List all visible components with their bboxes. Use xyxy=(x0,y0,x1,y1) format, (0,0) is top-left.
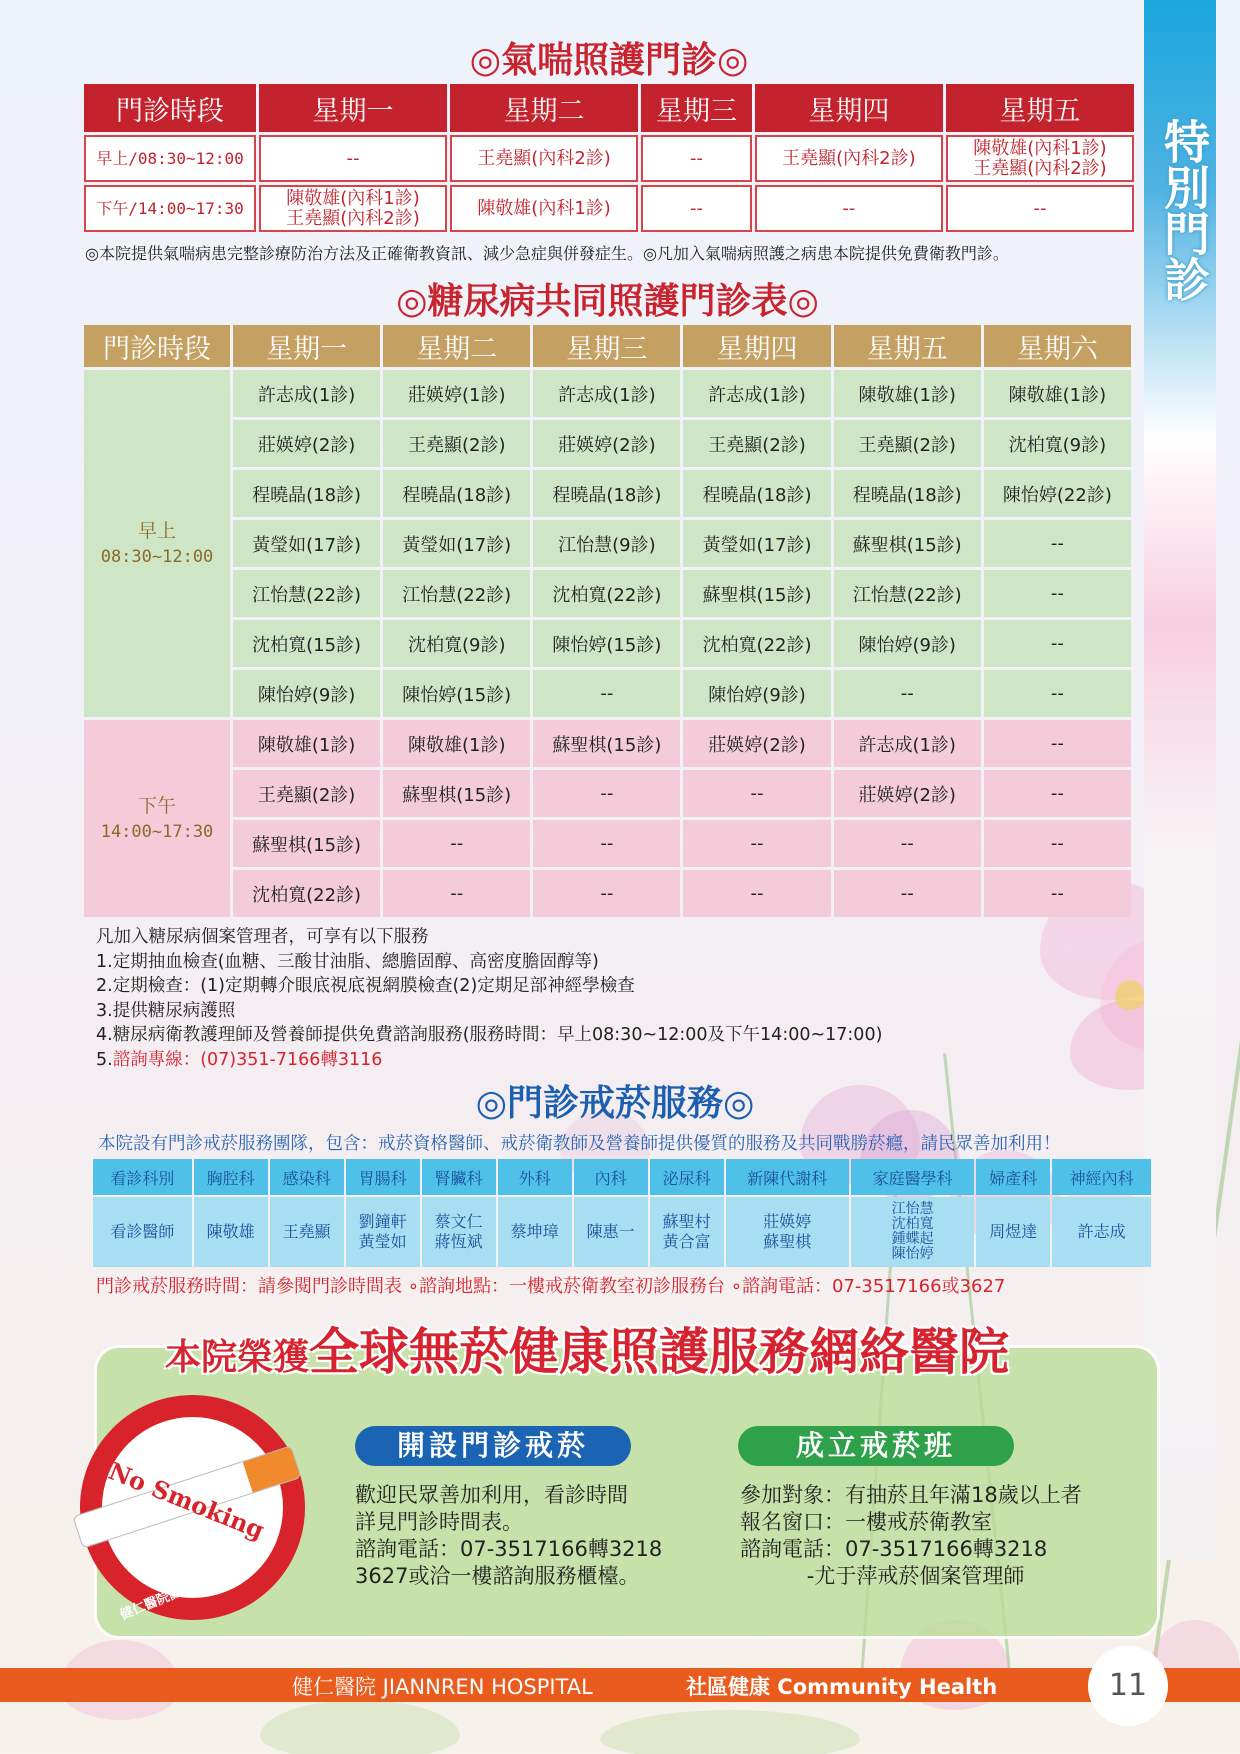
class-line: 報名窗口：一樓戒菸衛教室 xyxy=(740,1510,992,1534)
diabetes-cell: 莊媖婷(2診) xyxy=(233,420,380,467)
diabetes-cell: 黃瑩如(17診) xyxy=(233,520,380,567)
page-number: 11 xyxy=(1088,1646,1168,1726)
asthma-header-cell: 星期一 xyxy=(259,84,447,132)
asthma-note: ◎本院提供氣喘病患完整診療防治方法及正確衛教資訊、減少急症與併發症生。◎凡加入氣喘病照護之病患本院提供免費衛教門診。 xyxy=(85,244,1009,263)
diabetes-cell: 莊媖婷(2診) xyxy=(533,420,680,467)
quit-doctor-cell: 劉鐘軒 黃瑩如 xyxy=(346,1197,420,1267)
diabetes-hotline-prefix: 5. xyxy=(96,1049,113,1070)
diabetes-cell: 程曉晶(18診) xyxy=(233,470,380,517)
diabetes-cell: 程曉晶(18診) xyxy=(533,470,680,517)
diabetes-cell: -- xyxy=(683,870,830,917)
diabetes-cell: 王堯顯(2診) xyxy=(683,420,830,467)
quit-doctor-cell: 蔡文仁 蔣恆斌 xyxy=(422,1197,496,1267)
quit-header-cell: 婦產科 xyxy=(976,1159,1050,1195)
diabetes-cell: 程曉晶(18診) xyxy=(683,470,830,517)
diabetes-header-cell: 星期四 xyxy=(683,325,830,367)
am-session-time: 08:30~12:00 xyxy=(100,546,214,567)
diabetes-cell: 許志成(1診) xyxy=(683,370,830,417)
diabetes-cell: 江怡慧(22診) xyxy=(383,570,530,617)
quit-doctor-cell: 看診醫師 xyxy=(93,1197,192,1267)
diabetes-cell: 蘇聖棋(15診) xyxy=(683,570,830,617)
quit-doctor-cell: 莊媖婷 蘇聖棋 xyxy=(726,1197,849,1267)
asthma-cell: 王堯顯(內科2診) xyxy=(450,135,638,182)
diabetes-title: ◎糖尿病共同照護門診表◎ xyxy=(396,281,819,322)
quit-doctor-cell: 周煜達 xyxy=(976,1197,1050,1267)
diabetes-cell: 陳怡婷(9診) xyxy=(233,670,380,717)
quit-header-cell: 新陳代謝科 xyxy=(726,1159,849,1195)
diabetes-cell: -- xyxy=(984,520,1131,567)
diabetes-header-cell: 星期五 xyxy=(834,325,981,367)
diabetes-cell: -- xyxy=(984,720,1131,767)
diabetes-cell: -- xyxy=(984,570,1131,617)
asthma-header-cell: 星期四 xyxy=(755,84,943,132)
diabetes-row xyxy=(84,820,1131,867)
quit-header-cell: 胃腸科 xyxy=(346,1159,420,1195)
diabetes-cell: 許志成(1診) xyxy=(533,370,680,417)
diabetes-cell: -- xyxy=(984,870,1131,917)
diabetes-cell: 蘇聖棋(15診) xyxy=(383,770,530,817)
asthma-header-cell: 門診時段 xyxy=(84,84,256,132)
clinic-line: 諮詢電話：07-3517166轉3218 xyxy=(355,1537,663,1561)
pm-session-cell xyxy=(84,720,230,917)
diabetes-row xyxy=(84,370,1131,417)
diabetes-cell: -- xyxy=(834,820,981,867)
award-title-large: 全球無菸健康照護服務網絡醫院 xyxy=(309,1322,1010,1381)
diabetes-note-line: 凡加入糖尿病個案管理者，可享有以下服務 xyxy=(96,927,429,947)
diabetes-cell: -- xyxy=(683,770,830,817)
quit-header-cell: 腎臟科 xyxy=(422,1159,496,1195)
footer-community: 社區健康 Community Health xyxy=(686,1675,998,1699)
diabetes-cell: -- xyxy=(533,770,680,817)
diabetes-note-line: 2.定期檢查：(1)定期轉介眼底視底視網膜檢查(2)定期足部神經學檢查 xyxy=(96,976,635,996)
diabetes-cell: 許志成(1診) xyxy=(233,370,380,417)
diabetes-cell: 陳怡婷(15診) xyxy=(383,670,530,717)
diabetes-cell: -- xyxy=(533,820,680,867)
asthma-cell: -- xyxy=(755,185,943,232)
side-tab-label: 特別門診 xyxy=(1157,118,1211,302)
diabetes-row xyxy=(84,570,1131,617)
diabetes-row xyxy=(84,520,1131,567)
diabetes-hotline-line xyxy=(96,1048,882,1073)
diabetes-cell: 蘇聖棋(15診) xyxy=(233,820,380,867)
diabetes-row xyxy=(84,620,1131,667)
diabetes-cell: -- xyxy=(533,870,680,917)
quit-info: 門診戒菸服務時間：請參閱門診時間表 ∘諮詢地點：一樓戒菸衛教室初診服務台 ∘諮詢電話：07-3517166或3627 xyxy=(96,1276,1006,1297)
diabetes-cell: 沈柏寬(22診) xyxy=(683,620,830,667)
diabetes-cell: 陳怡婷(15診) xyxy=(533,620,680,667)
diabetes-cell: 沈柏寬(22診) xyxy=(533,570,680,617)
class-description xyxy=(740,1482,1082,1590)
diabetes-cell: 蘇聖棋(15診) xyxy=(834,520,981,567)
diabetes-row xyxy=(84,770,1131,817)
clinic-line: 3627或洽一樓諮詢服務櫃檯。 xyxy=(355,1564,640,1588)
diabetes-hotline: 諮詢專線：(07)351-7166轉3116 xyxy=(112,1049,383,1070)
quit-doctor-cell: 陳惠一 xyxy=(574,1197,648,1267)
diabetes-cell: -- xyxy=(533,670,680,717)
diabetes-cell: -- xyxy=(834,870,981,917)
diabetes-cell: 陳怡婷(9診) xyxy=(683,670,830,717)
asthma-title: ◎氣喘照護門診◎ xyxy=(469,40,749,81)
asthma-cell: -- xyxy=(641,135,752,182)
asthma-cell: 陳敬雄(內科1診) 王堯顯(內科2診) xyxy=(946,135,1134,182)
asthma-row xyxy=(84,185,1134,232)
diabetes-cell: 陳敬雄(1診) xyxy=(383,720,530,767)
diabetes-cell: 陳敬雄(1診) xyxy=(233,720,380,767)
pm-session-time: 14:00~17:30 xyxy=(100,821,214,842)
diabetes-cell: 莊媖婷(2診) xyxy=(683,720,830,767)
quit-title: ◎門診戒菸服務◎ xyxy=(475,1083,755,1124)
diabetes-cell: 沈柏寬(15診) xyxy=(233,620,380,667)
quit-header-cell: 看診科別 xyxy=(93,1159,192,1195)
quit-header-cell: 家庭醫學科 xyxy=(851,1159,974,1195)
asthma-time-cell: 下午/14:00~17:30 xyxy=(84,185,256,232)
diabetes-cell: -- xyxy=(984,620,1131,667)
pm-session-label: 下午 xyxy=(137,794,176,817)
no-smoking-slogan: 健仁醫院關心您的健康！ xyxy=(118,1555,257,1624)
class-line: 參加對象：有抽菸且年滿18歲以上者 xyxy=(740,1483,1082,1507)
diabetes-header-cell: 門診時段 xyxy=(84,325,230,367)
quit-doctor-cell: 江怡慧 沈柏寬 鍾蝶起 陳怡婷 xyxy=(851,1197,974,1267)
award-title xyxy=(165,1312,1145,1384)
quit-doctor-cell: 王堯顯 xyxy=(270,1197,344,1267)
asthma-cell: -- xyxy=(641,185,752,232)
diabetes-header-cell: 星期一 xyxy=(233,325,380,367)
quit-doctor-cell: 許志成 xyxy=(1052,1197,1151,1267)
asthma-cell: 陳敬雄(內科1診) 王堯顯(內科2診) xyxy=(259,185,447,232)
diabetes-cell: 程曉晶(18診) xyxy=(834,470,981,517)
asthma-cell: 王堯顯(內科2診) xyxy=(755,135,943,182)
diabetes-cell: -- xyxy=(383,820,530,867)
diabetes-cell: -- xyxy=(984,820,1131,867)
diabetes-cell: 陳敬雄(1診) xyxy=(984,370,1131,417)
clinic-line: 歡迎民眾善加利用，看診時間 xyxy=(355,1483,628,1507)
diabetes-cell: -- xyxy=(984,670,1131,717)
diabetes-cell: 陳怡婷(9診) xyxy=(834,620,981,667)
diabetes-header-cell: 星期六 xyxy=(984,325,1131,367)
diabetes-cell: 陳敬雄(1診) xyxy=(834,370,981,417)
asthma-time-cell: 早上/08:30~12:00 xyxy=(84,135,256,182)
diabetes-schedule-table xyxy=(81,322,1134,920)
diabetes-cell: 蘇聖棋(15診) xyxy=(533,720,680,767)
diabetes-row xyxy=(84,870,1131,917)
asthma-header-cell: 星期三 xyxy=(641,84,752,132)
quit-header-cell: 外科 xyxy=(498,1159,572,1195)
quit-intro: 本院設有門診戒菸服務團隊，包含：戒菸資格醫師、戒菸衛教師及營養師提供優質的服務及共同戰勝菸癮，請民眾善加利用！ xyxy=(98,1134,1061,1154)
diabetes-cell: 許志成(1診) xyxy=(834,720,981,767)
diabetes-cell: 黃瑩如(17診) xyxy=(683,520,830,567)
quit-doctor-cell: 陳敬雄 xyxy=(194,1197,268,1267)
diabetes-cell: 江怡慧(9診) xyxy=(533,520,680,567)
diabetes-cell: 江怡慧(22診) xyxy=(834,570,981,617)
class-pill: 成立戒菸班 xyxy=(738,1426,1014,1466)
diabetes-row xyxy=(84,470,1131,517)
diabetes-cell: 陳怡婷(22診) xyxy=(984,470,1131,517)
diabetes-cell: 沈柏寬(9診) xyxy=(984,420,1131,467)
asthma-cell: -- xyxy=(946,185,1134,232)
diabetes-note-line: 3.提供糖尿病護照 xyxy=(96,1000,236,1021)
diabetes-row xyxy=(84,670,1131,717)
quit-header-cell: 感染科 xyxy=(270,1159,344,1195)
asthma-row xyxy=(84,135,1134,182)
quit-header-cell: 內科 xyxy=(574,1159,648,1195)
diabetes-row xyxy=(84,420,1131,467)
quit-header-cell: 胸腔科 xyxy=(194,1159,268,1195)
diabetes-cell: 江怡慧(22診) xyxy=(233,570,380,617)
diabetes-header-cell: 星期三 xyxy=(533,325,680,367)
diabetes-cell: 程曉晶(18診) xyxy=(383,470,530,517)
diabetes-cell: 莊媖婷(1診) xyxy=(383,370,530,417)
asthma-cell: -- xyxy=(259,135,447,182)
footer-hospital: 健仁醫院 JIANNREN HOSPITAL xyxy=(292,1675,593,1699)
class-line: 諮詢電話：07-3517166轉3218 xyxy=(740,1537,1048,1561)
diabetes-cell: 沈柏寬(22診) xyxy=(233,870,380,917)
asthma-schedule-table xyxy=(81,81,1137,235)
am-session-label: 早上 xyxy=(137,519,176,542)
diabetes-cell: 王堯顯(2診) xyxy=(383,420,530,467)
diabetes-cell: 莊媖婷(2診) xyxy=(834,770,981,817)
am-session-cell xyxy=(84,370,230,717)
diabetes-cell: 王堯顯(2診) xyxy=(233,770,380,817)
clinic-line: 詳見門診時間表。 xyxy=(355,1510,523,1534)
asthma-header-cell: 星期二 xyxy=(450,84,638,132)
diabetes-cell: 黃瑩如(17診) xyxy=(383,520,530,567)
asthma-header-cell: 星期五 xyxy=(946,84,1134,132)
diabetes-cell: -- xyxy=(984,770,1131,817)
diabetes-header-cell: 星期二 xyxy=(383,325,530,367)
clinic-description xyxy=(355,1482,662,1590)
asthma-cell: 陳敬雄(內科1診) xyxy=(450,185,638,232)
diabetes-cell: -- xyxy=(383,870,530,917)
diabetes-cell: -- xyxy=(683,820,830,867)
quit-doctor-cell: 蔡坤璋 xyxy=(498,1197,572,1267)
diabetes-note-line: 1.定期抽血檢查(血糖、三酸甘油脂、總膽固醇、高密度膽固醇等) xyxy=(96,951,599,972)
footer-bar xyxy=(0,1668,1240,1702)
quit-header-cell: 泌尿科 xyxy=(650,1159,724,1195)
diabetes-note-line: 4.糖尿病衛教護理師及營養師提供免費諮詢服務(服務時間：早上08:30~12:00及下午14:00~17:00) xyxy=(96,1025,883,1045)
class-line: -尤于萍戒菸個案管理師 xyxy=(740,1564,1025,1588)
no-smoking-text: No Smoking xyxy=(104,1456,269,1545)
quit-doctor-cell: 蘇聖村 黃合富 xyxy=(650,1197,724,1267)
diabetes-cell: 沈柏寬(9診) xyxy=(383,620,530,667)
award-title-small: 本院榮獲 xyxy=(165,1336,310,1378)
quit-clinic-table xyxy=(91,1157,1153,1269)
diabetes-cell: -- xyxy=(834,670,981,717)
diabetes-cell: 王堯顯(2診) xyxy=(834,420,981,467)
quit-header-cell: 神經內科 xyxy=(1052,1159,1151,1195)
clinic-pill: 開設門診戒菸 xyxy=(355,1426,631,1466)
diabetes-row xyxy=(84,720,1131,767)
diabetes-notes xyxy=(96,925,882,1072)
